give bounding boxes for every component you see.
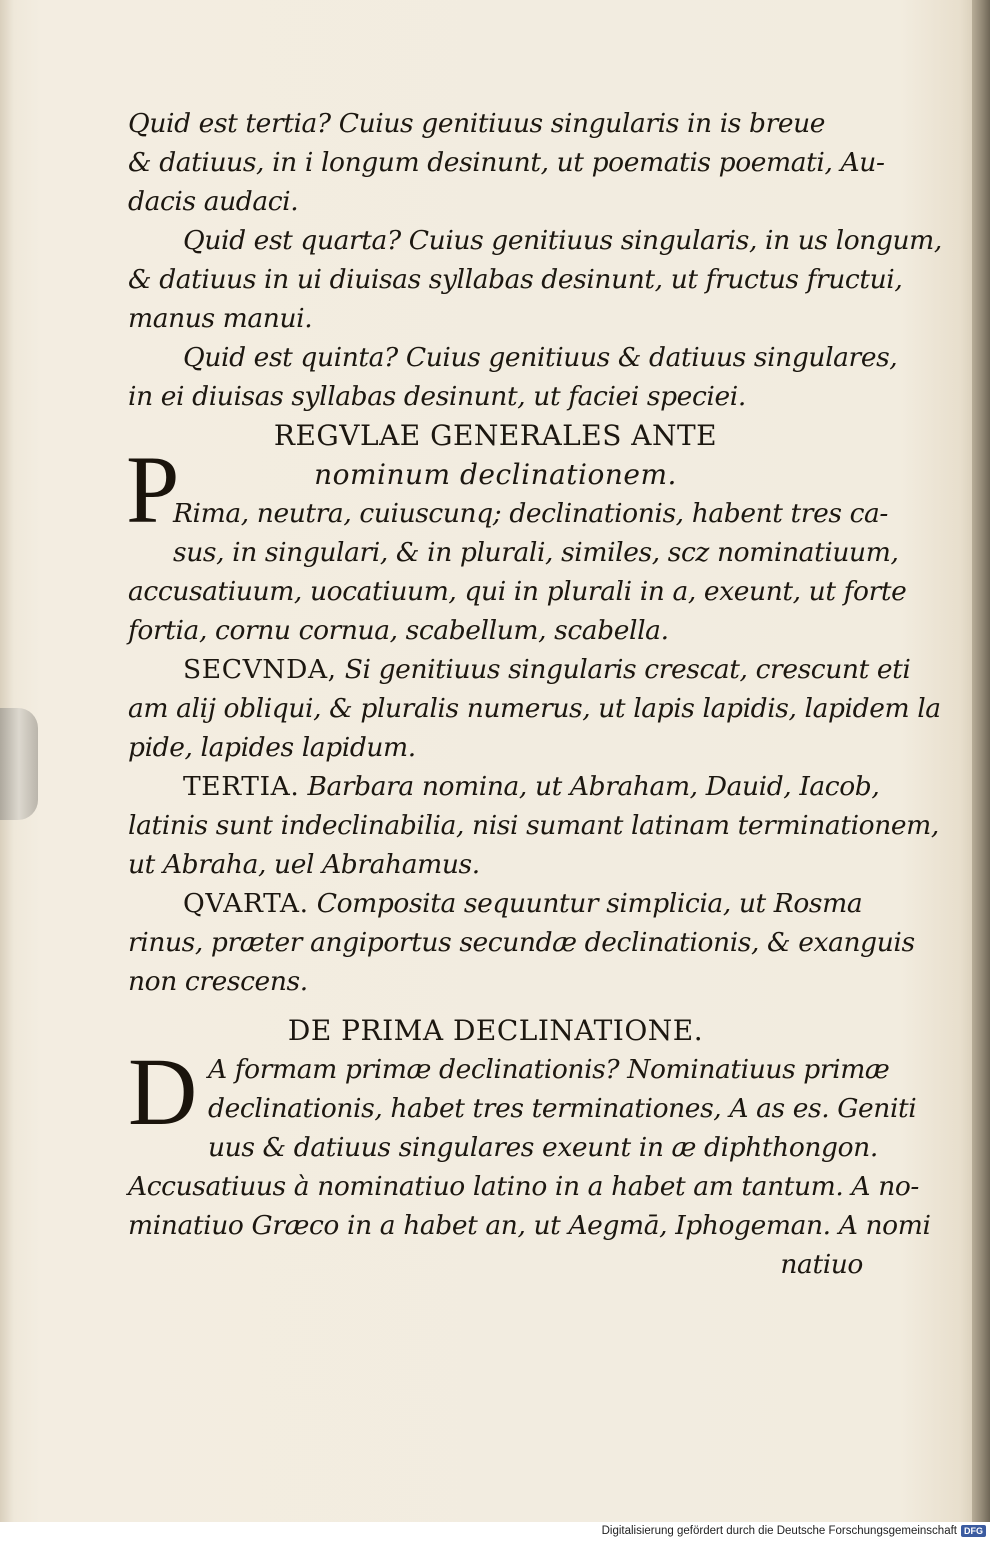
initial-letter: D — [128, 1038, 197, 1145]
rule-text: Composita sequuntur simplicia, ut Rosma — [308, 888, 863, 919]
text-line: manus manui. — [128, 303, 313, 334]
text-line: & datiuus, in i longum desinunt, ut poematis poemati, Au- — [128, 147, 885, 178]
text-line — [128, 650, 911, 689]
rule-label: QVARTA. — [183, 888, 309, 919]
page-text — [126, 104, 942, 1284]
text-line — [128, 884, 863, 923]
text-line: & datiuus in ui diuisas syllabas desinunt, ut fructus fructui, — [128, 264, 903, 295]
initial-letter: P — [126, 436, 179, 543]
text-line: Quid est tertia? Cuius genitiuus singularis in is breue — [128, 108, 826, 139]
text-line: pide, lapides lapidum. — [128, 732, 416, 763]
text-line: non crescens. — [128, 966, 308, 997]
text-line: rinus, præter angiportus secundæ declinationis, & exanguis — [128, 927, 915, 958]
text-line: A formam primæ declinationis? Nominatiuus primæ — [208, 1054, 890, 1085]
rule-label: TERTIA. — [183, 771, 300, 802]
text-line: Quid est quinta? Cuius genitiuus & datiuus singulares, — [183, 342, 898, 373]
rule-text: Si genitiuus singularis crescat, crescunt eti — [336, 654, 911, 685]
text-line — [128, 767, 880, 806]
text-line: in ei diuisas syllabas desinunt, ut faciei speciei. — [128, 381, 746, 412]
text-line: accusatiuum, uocatiuum, qui in plurali in a, exeunt, ut forte — [128, 576, 907, 607]
rule-label: SECVNDA, — [183, 654, 337, 685]
section-subheading: nominum declinationem. — [314, 458, 677, 491]
text-line: latinis sunt indeclinabilia, nisi sumant latinam terminationem, — [128, 810, 939, 841]
footer-text: Digitalisierung gefördert durch die Deutsche Forschungsgemeinschaft — [601, 1524, 957, 1537]
text-line: Accusatiuus à nominatiuo latino in a habet am tantum. A no- — [128, 1171, 919, 1202]
section-heading: DE PRIMA DECLINATIONE. — [287, 1014, 704, 1047]
text-line: minatiuo Græco in a habet an, ut Aegmā, Iphogeman. A nomi — [128, 1210, 931, 1241]
book-spine — [972, 0, 990, 1522]
dfg-logo: DFG — [961, 1525, 986, 1537]
paragraph-prima-declinatio — [128, 1038, 931, 1245]
footer-credit — [602, 1523, 986, 1538]
text-line: dacis audaci. — [128, 186, 299, 217]
text-line: uus & datiuus singulares exeunt in æ diphthongon. — [208, 1132, 878, 1163]
text-line: fortia, cornu cornua, scabellum, scabella. — [128, 615, 669, 646]
section-heading: REGVLAE GENERALES ANTE — [273, 419, 718, 452]
text-line: Quid est quarta? Cuius genitiuus singularis, in us longum, — [183, 225, 942, 256]
text-line: declinationis, habet tres terminationes, A as es. Geniti — [208, 1093, 917, 1124]
page-clip — [0, 708, 38, 820]
text-line: ut Abraha, uel Abrahamus. — [128, 849, 480, 880]
text-line: sus, in singulari, & in plurali, similes, scz nominatiuum, — [173, 537, 899, 568]
text-line: Rima, neutra, cuiuscunq; declinationis, habent tres ca- — [173, 498, 888, 529]
rule-text: Barbara nomina, ut Abraham, Dauid, Iacob, — [299, 771, 880, 802]
catchword: natiuo — [780, 1249, 863, 1280]
text-line: am alij obliqui, & pluralis numerus, ut lapis lapidis, lapidem la — [128, 693, 941, 724]
